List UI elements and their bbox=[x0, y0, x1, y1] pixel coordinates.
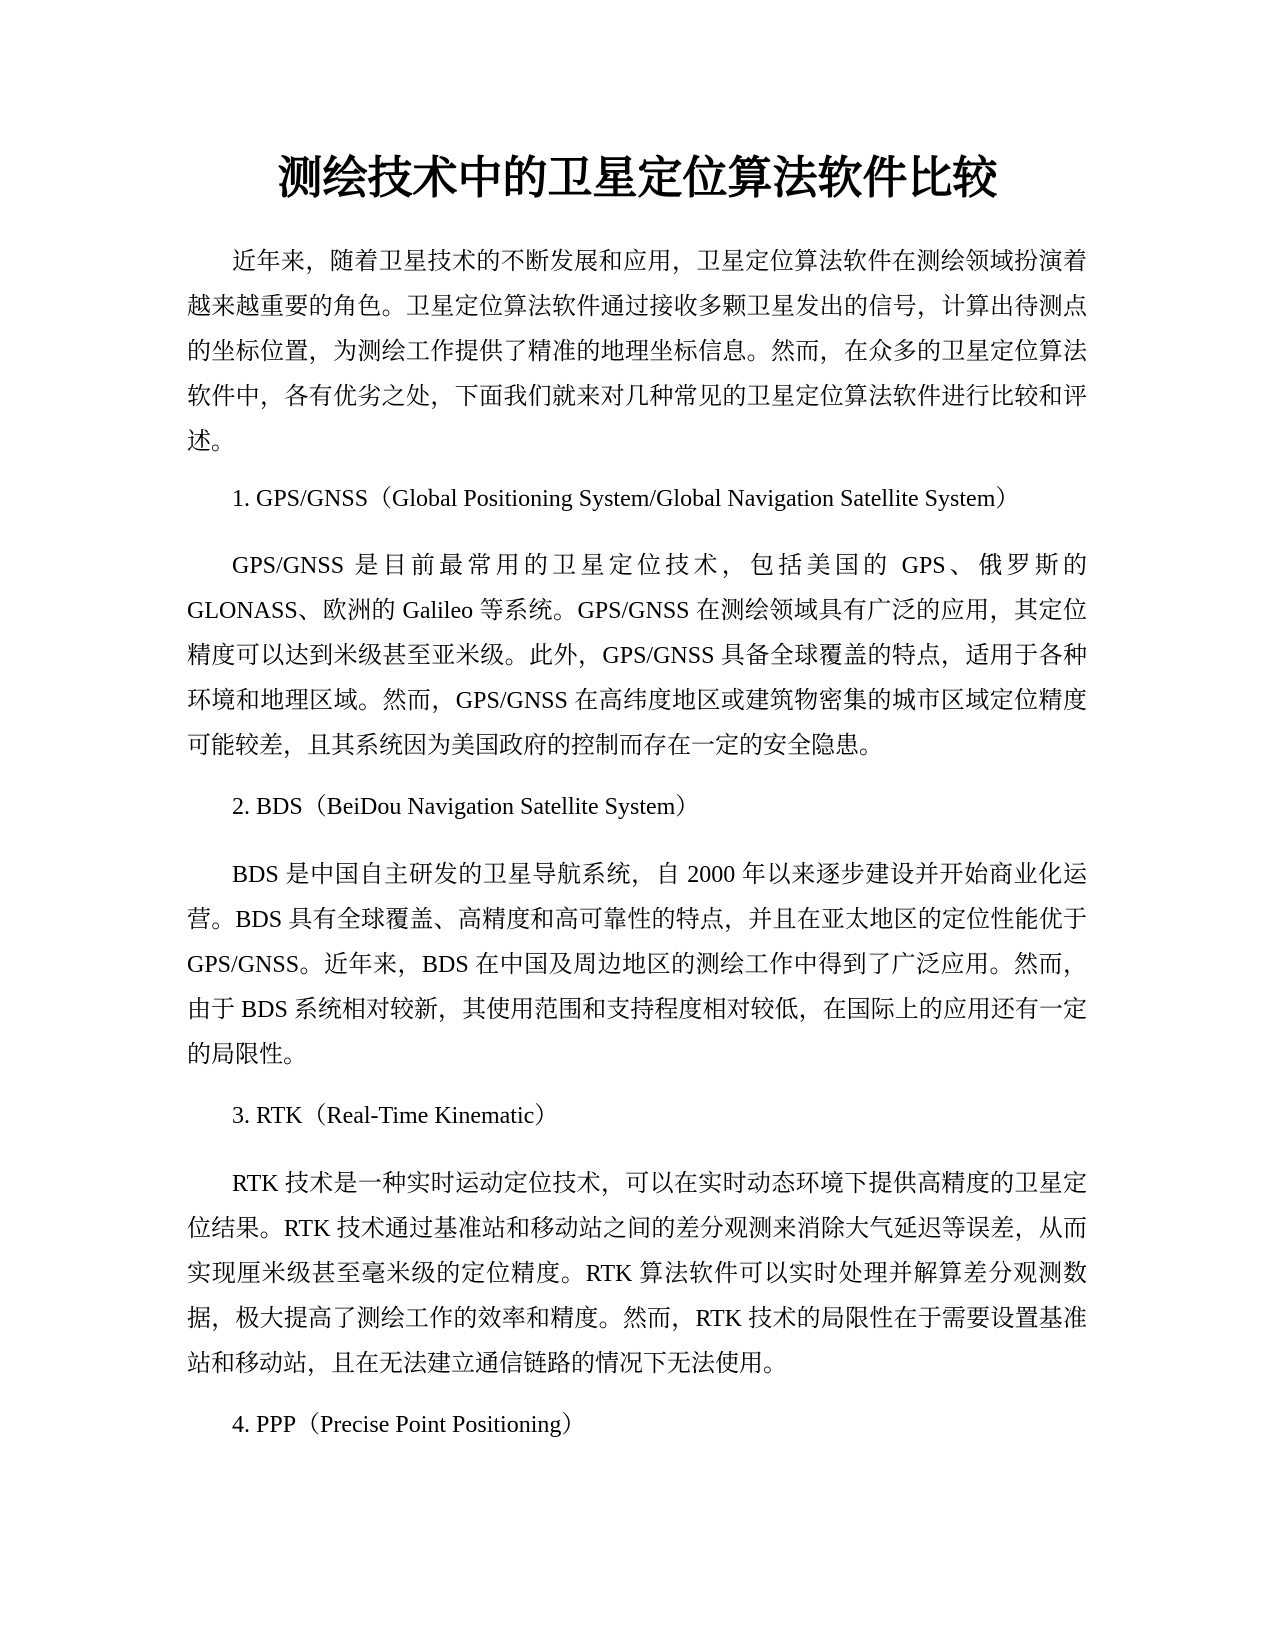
section-body-gps-gnss: GPS/GNSS 是目前最常用的卫星定位技术，包括美国的 GPS、俄罗斯的 GLONASS、欧洲的 Galileo 等系统。GPS/GNSS 在测绘领域具有广泛的应用，其定位精度可以达到米级甚至亚米级。此外，GPS/GNSS 具备全球覆盖的特点，适用于各种环境和地理区域。然而，GPS/GNSS 在高纬度地区或建筑物密集的城市区域定位精度可能较差，且其系统因为美国政府的控制而存在一定的安全隐患。 bbox=[187, 553, 1087, 759]
section-heading-ppp: 4. PPP（Precise Point Positioning） bbox=[232, 1412, 586, 1438]
section-heading-rtk: 3. RTK（Real-Time Kinematic） bbox=[232, 1103, 559, 1129]
section-heading-bds: 2. BDS（BeiDou Navigation Satellite System） bbox=[232, 794, 700, 820]
section-heading-gps-gnss: 1. GPS/GNSS（Global Positioning System/Global Navigation Satellite System） bbox=[232, 486, 1020, 512]
document-title: 测绘技术中的卫星定位算法软件比较 bbox=[277, 151, 998, 204]
section-body-bds: BDS 是中国自主研发的卫星导航系统，自 2000 年以来逐步建设并开始商业化运营。BDS 具有全球覆盖、高精度和高可靠性的特点，并且在亚太地区的定位性能优于 GPS/GNSS。近年来，BDS 在中国及周边地区的测绘工作中得到了广泛应用。然而，由于 BDS 系统相对较新，其使用范围和支持程度相对较低，在国际上的应用还有一定的局限性。 bbox=[187, 862, 1087, 1068]
section-body-rtk: RTK 技术是一种实时运动定位技术，可以在实时动态环境下提供高精度的卫星定位结果。RTK 技术通过基准站和移动站之间的差分观测来消除大气延迟等误差，从而实现厘米级甚至毫米级的定位精度。RTK 算法软件可以实时处理并解算差分观测数据，极大提高了测绘工作的效率和精度。然而，RTK 技术的局限性在于需要设置基准站和移动站，且在无法建立通信链路的情况下无法使用。 bbox=[187, 1171, 1087, 1377]
intro-paragraph: 近年来，随着卫星技术的不断发展和应用，卫星定位算法软件在测绘领域扮演着越来越重要的角色。卫星定位算法软件通过接收多颗卫星发出的信号，计算出待测点的坐标位置，为测绘工作提供了精准的地理坐标信息。然而，在众多的卫星定位算法软件中，各有优劣之处，下面我们就来对几种常见的卫星定位算法软件进行比较和评述。 bbox=[187, 249, 1087, 455]
